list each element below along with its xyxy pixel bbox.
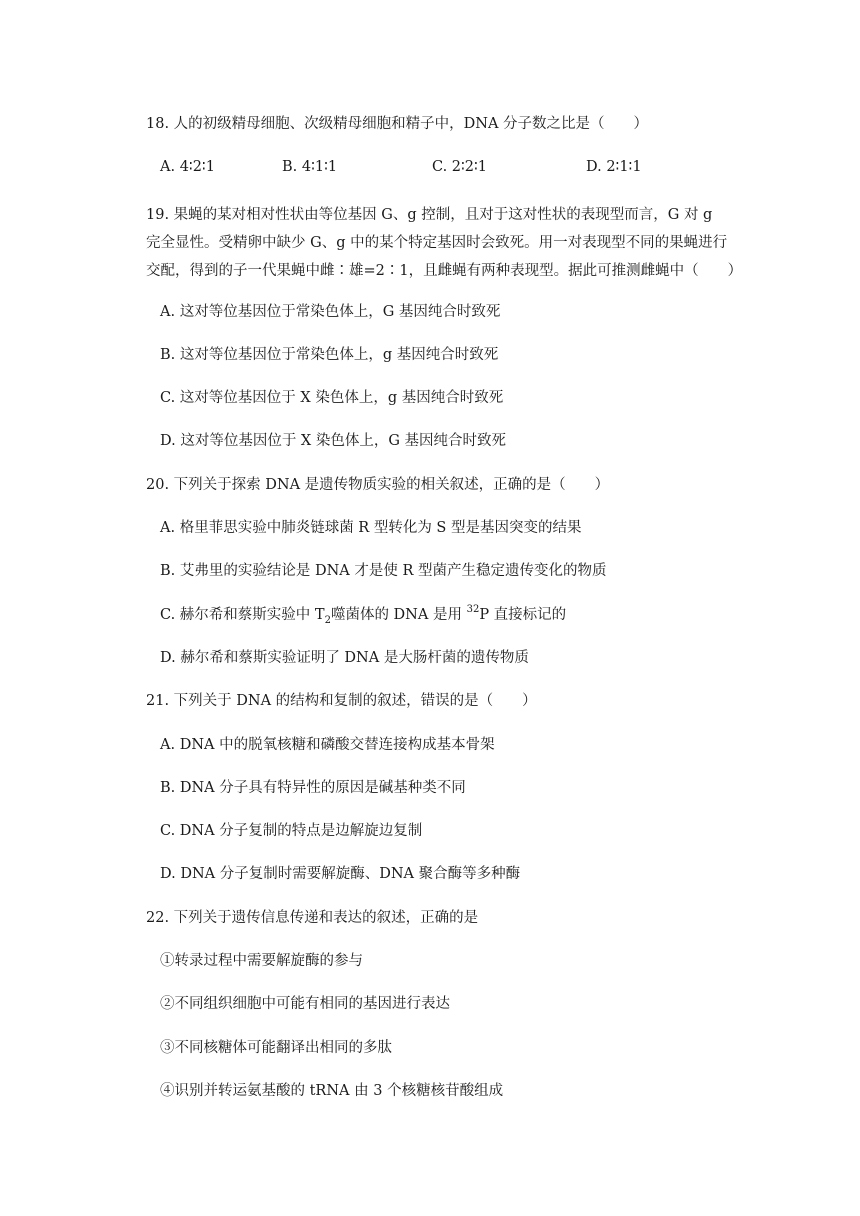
question-22-statement-1: ①转录过程中需要解旋酶的参与 — [160, 953, 363, 969]
question-20-stem: 20. 下列关于探索 DNA 是遗传物质实验的相关叙述，正确的是（ ） — [146, 477, 610, 493]
question-18-options — [160, 157, 680, 177]
question-22-statement-3: ③不同核糖体可能翻译出相同的多肽 — [160, 1040, 392, 1056]
question-19-stem — [146, 201, 743, 285]
question-19-stem-line-2: 完全显性。受精卵中缺少 G、g 中的某个特定基因时会致死。用一对表现型不同的果蝇进行 — [146, 235, 728, 251]
question-20-option-c-middle: 噬菌体的 DNA 是用 — [330, 607, 467, 623]
question-22-statement-4: ④识别并转运氨基酸的 tRNA 由 3 个核糖核苷酸组成 — [160, 1083, 504, 1099]
question-22-stem: 22. 下列关于遗传信息传递和表达的叙述，正确的是 — [146, 910, 479, 926]
question-20-option-b: B. 艾弗里的实验结论是 DNA 才是使 R 型菌产生稳定遗传变化的物质 — [160, 563, 607, 579]
question-20-option-c — [160, 605, 566, 625]
question-21-option-a: A. DNA 中的脱氧核糖和磷酸交替连接构成基本骨架 — [160, 737, 495, 753]
question-20-option-d: D. 赫尔希和蔡斯实验证明了 DNA 是大肠杆菌的遗传物质 — [160, 650, 529, 666]
question-19-stem-line-3: 交配，得到的子一代果蝇中雌∶雄=2∶1，且雌蝇有两种表现型。据此可推测雌蝇中（ ） — [146, 263, 743, 279]
question-21-option-b: B. DNA 分子具有特异性的原因是碱基种类不同 — [160, 780, 466, 796]
question-18-option-a: A. 4∶2∶1 — [160, 159, 215, 175]
question-21-option-d: D. DNA 分子复制时需要解旋酶、DNA 聚合酶等多种酶 — [160, 866, 521, 882]
question-20-option-c-suffix: P 直接标记的 — [479, 607, 567, 623]
question-19-stem-line-1: 19. 果蝇的某对相对性状由等位基因 G、g 控制，且对于这对性状的表现型而言，G 对 g — [146, 207, 713, 223]
question-20-option-c-subscript: 2 — [324, 614, 331, 626]
question-21-stem: 21. 下列关于 DNA 的结构和复制的叙述，错误的是（ ） — [146, 693, 537, 709]
question-19-option-d: D. 这对等位基因位于 X 染色体上，G 基因纯合时致死 — [160, 433, 507, 449]
question-20-option-c-prefix: C. 赫尔希和蔡斯实验中 T — [160, 607, 325, 623]
question-22-statement-2: ②不同组织细胞中可能有相同的基因进行表达 — [160, 996, 450, 1012]
question-20-option-c-superscript: 32 — [466, 604, 480, 616]
question-19-option-c: C. 这对等位基因位于 X 染色体上，g 基因纯合时致死 — [160, 390, 504, 406]
question-18-stem: 18. 人的初级精母细胞、次级精母细胞和精子中，DNA 分子数之比是（ ） — [146, 116, 649, 132]
question-18-option-b: B. 4∶1∶1 — [282, 159, 338, 175]
question-19-option-b: B. 这对等位基因位于常染色体上，g 基因纯合时致死 — [160, 347, 499, 363]
question-18-option-d: D. 2∶1∶1 — [586, 159, 642, 175]
question-21-option-c: C. DNA 分子复制的特点是边解旋边复制 — [160, 823, 423, 839]
question-18-option-c: C. 2∶2∶1 — [432, 159, 488, 175]
question-19-option-a: A. 这对等位基因位于常染色体上，G 基因纯合时致死 — [160, 304, 501, 320]
question-20-option-a: A. 格里菲思实验中肺炎链球菌 R 型转化为 S 型是基因突变的结果 — [160, 520, 582, 536]
